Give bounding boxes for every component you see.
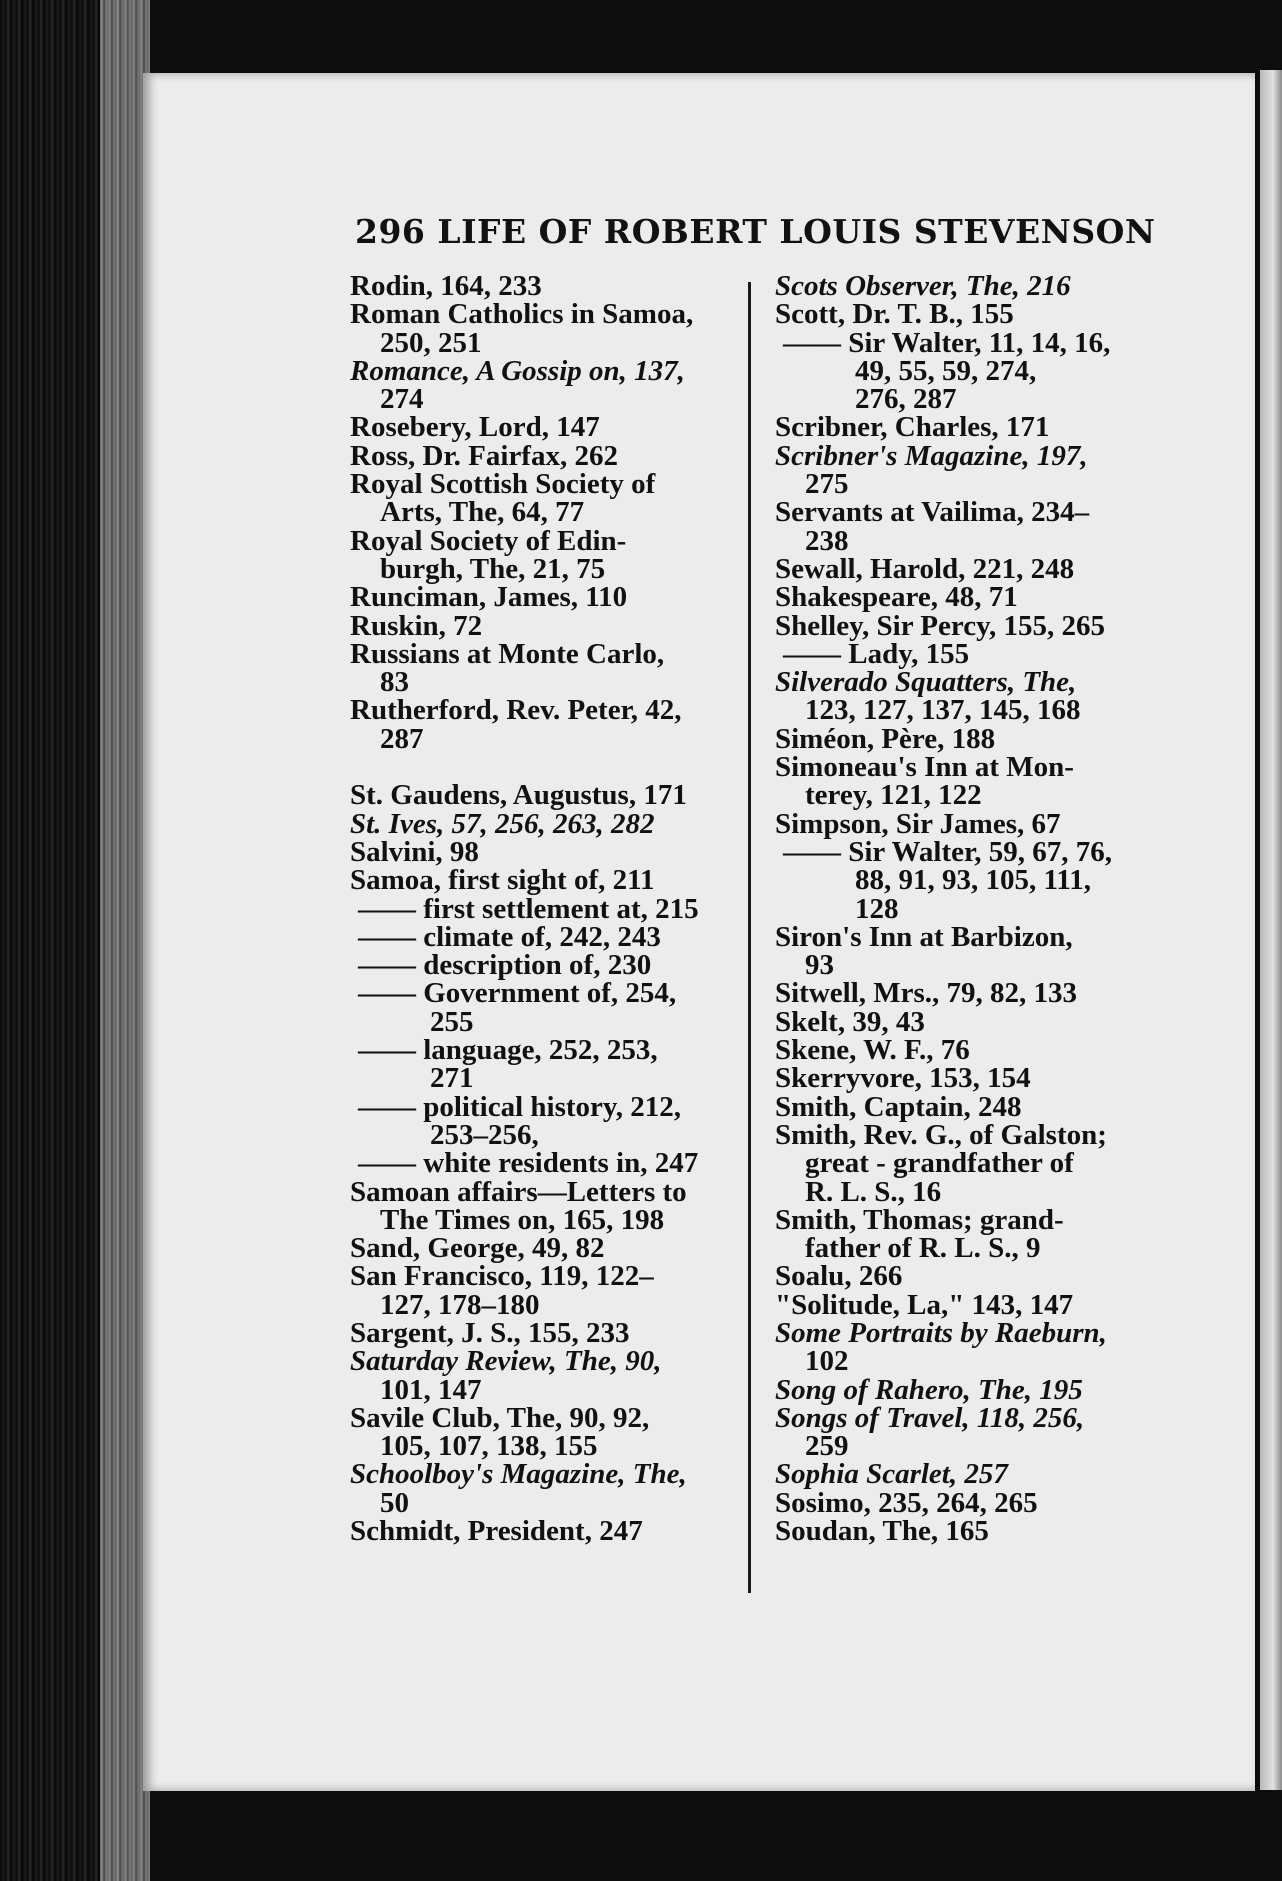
index-entry: Skerryvore, 153, 154 [775, 1062, 1031, 1095]
index-entry: Scott, Dr. T. B., 155 [775, 298, 1014, 331]
index-entry: Sitwell, Mrs., 79, 82, 133 [775, 977, 1078, 1010]
page-number: 296 [355, 212, 426, 251]
index-subentry: —— Sir Walter, 59, 67, 76, [783, 835, 1112, 868]
index-entry: Royal Scottish Society of [350, 468, 656, 501]
index-entry-continuation: 127, 178–180 [380, 1288, 540, 1321]
index-entry: San Francisco, 119, 122– [350, 1260, 654, 1293]
index-entry-continuation: 250, 251 [380, 326, 482, 359]
index-entry: Siméon, Père, 188 [775, 722, 996, 755]
index-entry: Skelt, 39, 43 [775, 1005, 925, 1038]
index-subentry: —— Sir Walter, 11, 14, 16, [783, 326, 1111, 359]
index-subentry: —— Lady, 155 [783, 637, 970, 670]
index-entry-continuation: 274 [380, 383, 424, 416]
index-entry-continuation: 88, 91, 93, 105, 111, [855, 864, 1092, 897]
index-subentry: —— white residents in, 247 [358, 1147, 699, 1180]
index-entry: Romance, A Gossip on, 137, [350, 354, 685, 387]
index-subentry: —— description of, 230 [358, 949, 652, 982]
index-entry-continuation: 128 [855, 892, 899, 925]
index-entry-continuation: 276, 287 [855, 383, 957, 416]
index-entry-continuation: father of R. L. S., 9 [805, 1232, 1041, 1265]
index-entry-continuation: Arts, The, 64, 77 [380, 496, 585, 529]
index-entry-continuation: 123, 127, 137, 145, 168 [805, 694, 1081, 727]
index-entry: Sosimo, 235, 264, 265 [775, 1486, 1038, 1519]
index-entry: Rosebery, Lord, 147 [350, 411, 600, 444]
index-entry: Sargent, J. S., 155, 233 [350, 1316, 630, 1349]
index-entry: Savile Club, The, 90, 92, [350, 1401, 650, 1434]
index-subentry: —— language, 252, 253, [358, 1034, 658, 1067]
index-entry: Song of Rahero, The, 195 [775, 1373, 1083, 1406]
index-entry-continuation: 102 [805, 1345, 849, 1378]
index-entry-continuation: 101, 147 [380, 1373, 482, 1406]
index-entry: Soalu, 266 [775, 1260, 903, 1293]
index-entry: Rutherford, Rev. Peter, 42, [350, 694, 682, 727]
index-entry: Siron's Inn at Barbizon, [775, 920, 1073, 953]
index-entry: Saturday Review, The, 90, [350, 1345, 662, 1378]
index-entry: Smith, Thomas; grand- [775, 1203, 1064, 1236]
index-entry: Schmidt, President, 247 [350, 1515, 643, 1548]
index-entry-continuation: 271 [430, 1062, 474, 1095]
index-entry: Silverado Squatters, The, [775, 666, 1077, 699]
index-entry: Ross, Dr. Fairfax, 262 [350, 439, 618, 472]
index-entry-continuation: 49, 55, 59, 274, [855, 354, 1037, 387]
index-entry: Scribner's Magazine, 197, [775, 439, 1088, 472]
index-entry: Smith, Rev. G., of Galston; [775, 1118, 1107, 1151]
index-entry: Simpson, Sir James, 67 [775, 807, 1061, 840]
index-entry: Servants at Vailima, 234– [775, 496, 1090, 529]
index-entry: Smith, Captain, 248 [775, 1090, 1022, 1123]
facing-page-edge [1260, 70, 1282, 1790]
index-entry-continuation: 253–256, [430, 1118, 539, 1151]
index-entry-continuation: 275 [805, 468, 849, 501]
index-entry-continuation: 93 [805, 949, 834, 982]
index-entry: Sand, George, 49, 82 [350, 1232, 605, 1265]
index-entry-continuation: 83 [380, 666, 409, 699]
index-entry-continuation: The Times on, 165, 198 [380, 1203, 665, 1236]
index-entry: Scots Observer, The, 216 [775, 270, 1071, 302]
index-entry: Simoneau's Inn at Mon- [775, 751, 1074, 784]
index-entry-continuation: terey, 121, 122 [805, 779, 982, 812]
index-entry: Roman Catholics in Samoa, [350, 298, 694, 331]
index-entry-continuation: great - grandfather of [805, 1147, 1074, 1180]
index-entry: Songs of Travel, 118, 256, [775, 1401, 1085, 1434]
index-entry-continuation: burgh, The, 21, 75 [380, 552, 606, 585]
index-entry: St. Ives, 57, 256, 263, 282 [350, 807, 655, 840]
index-entry-continuation: 50 [380, 1486, 409, 1519]
index-entry: Samoan affairs—Letters to [350, 1175, 687, 1208]
index-entry: Skene, W. F., 76 [775, 1034, 970, 1067]
column-divider [748, 282, 751, 1593]
index-entry: Scribner, Charles, 171 [775, 411, 1050, 444]
index-entry: Shelley, Sir Percy, 155, 265 [775, 609, 1106, 642]
index-entry: Ruskin, 72 [350, 609, 483, 642]
index-entry-continuation: R. L. S., 16 [805, 1175, 942, 1208]
index-entry: Some Portraits by Raeburn, [775, 1316, 1107, 1349]
index-entry: Runciman, James, 110 [350, 581, 628, 614]
index-subentry: —— climate of, 242, 243 [358, 920, 661, 953]
index-entry: Soudan, The, 165 [775, 1515, 989, 1548]
index-entry: Sophia Scarlet, 257 [775, 1458, 1008, 1491]
index-subentry: —— first settlement at, 215 [358, 892, 699, 925]
index-entry-continuation: 255 [430, 1005, 474, 1038]
index-subentry: —— political history, 212, [358, 1090, 682, 1123]
index-column-right [775, 270, 1153, 1548]
index-entry: Russians at Monte Carlo, [350, 637, 665, 670]
index-entry-continuation: 259 [805, 1430, 849, 1463]
index-entry: "Solitude, La," 143, 147 [775, 1288, 1074, 1321]
index-entry: Rodin, 164, 233 [350, 270, 542, 302]
book-title: LIFE OF ROBERT LOUIS STEVENSON [437, 212, 1156, 251]
index-entry-continuation: 287 [380, 722, 424, 755]
index-entry: Sewall, Harold, 221, 248 [775, 552, 1075, 585]
book-spine-edge [0, 0, 150, 1881]
section-gap [350, 753, 728, 781]
index-entry: Shakespeare, 48, 71 [775, 581, 1018, 614]
index-entry-continuation: 238 [805, 524, 849, 557]
index-entry: Schoolboy's Magazine, The, [350, 1458, 687, 1491]
index-column-left [350, 270, 728, 1548]
index-entry: Samoa, first sight of, 211 [350, 864, 655, 897]
running-head [355, 212, 1156, 251]
index-entry: Salvini, 98 [350, 835, 479, 868]
index-entry-continuation: 105, 107, 138, 155 [380, 1430, 598, 1463]
index-subentry: —— Government of, 254, [358, 977, 677, 1010]
index-entry: St. Gaudens, Augustus, 171 [350, 779, 687, 812]
index-entry: Royal Society of Edin- [350, 524, 627, 557]
